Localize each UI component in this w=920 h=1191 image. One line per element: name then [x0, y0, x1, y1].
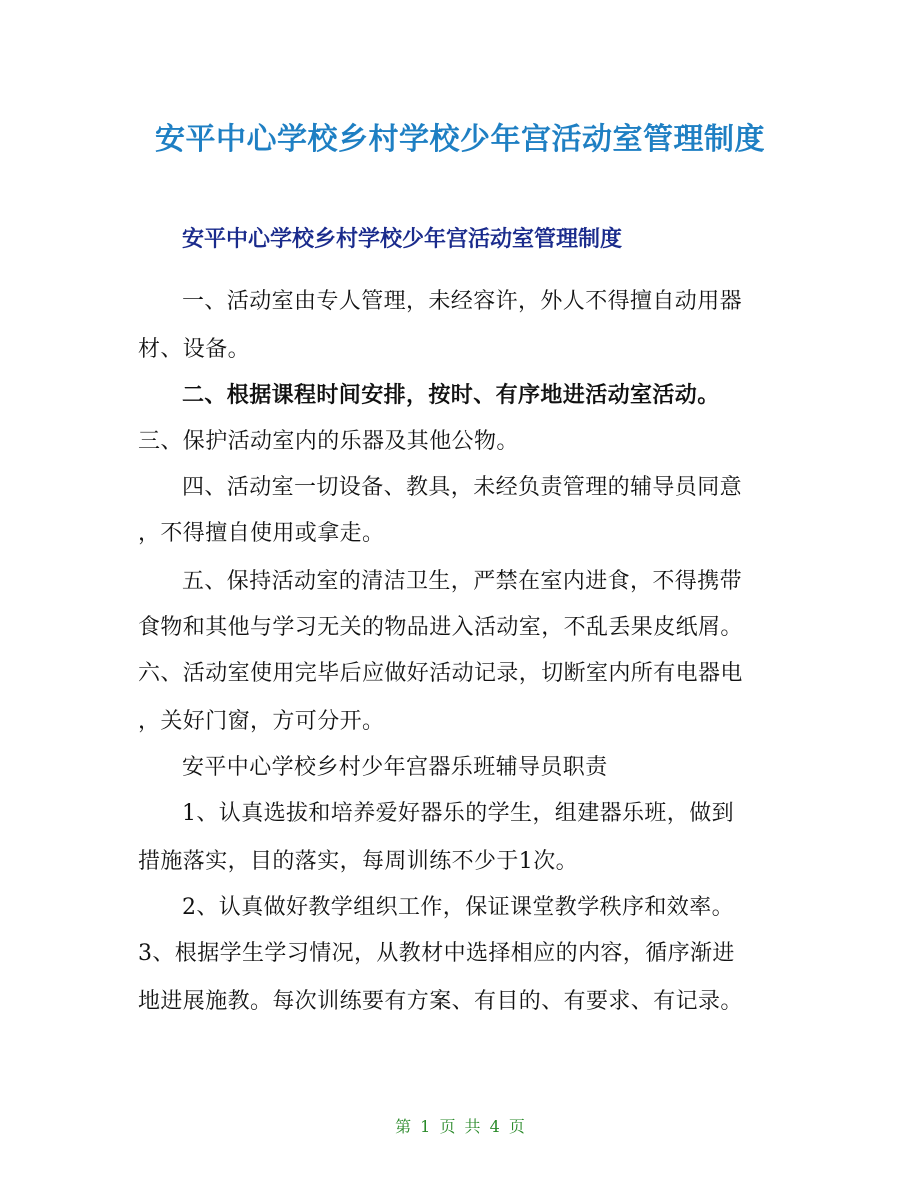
- duty-3-line-1: 3、根据学生学习情况，从教材中选择相应的内容，循序渐进: [138, 941, 735, 966]
- rule-1-line-1: 一、活动室由专人管理，未经容许，外人不得擅自动用器: [182, 289, 743, 314]
- rule-5-line-2: 食物和其他与学习无关的物品进入活动室，不乱丢果皮纸屑。: [138, 615, 743, 640]
- rule-4-line-2: ，不得擅自使用或拿走。: [138, 521, 385, 546]
- duty-3-line-2: 地进展施教。每次训练要有方案、有目的、有要求、有记录。: [138, 989, 743, 1014]
- section-heading-duties: 安平中心学校乡村少年宫器乐班辅导员职责: [182, 755, 608, 780]
- document-subtitle: 安平中心学校乡村学校少年宫活动室管理制度: [182, 227, 623, 252]
- duty-1-line-1: 1、认真选拔和培养爱好器乐的学生，组建器乐班，做到: [182, 801, 734, 826]
- rule-5-line-1: 五、保持活动室的清洁卫生，严禁在室内进食，不得携带: [182, 569, 743, 594]
- rule-2-line: 二、根据课程时间安排，按时、有序地进活动室活动。: [182, 383, 720, 408]
- duty-2-line: 2、认真做好教学组织工作，保证课堂教学秩序和效率。: [182, 895, 734, 920]
- rule-6-line-1: 六、活动室使用完毕后应做好活动记录，切断室内所有电器电: [138, 661, 743, 686]
- rule-1-line-2: 材、设备。: [138, 337, 251, 362]
- rule-4-line-1: 四、活动室一切设备、教具，未经负责管理的辅导员同意: [182, 475, 743, 500]
- document-title: 安平中心学校乡村学校少年宫活动室管理制度: [155, 122, 765, 157]
- rule-3-line: 三、保护活动室内的乐器及其他公物。: [138, 429, 519, 454]
- duty-1-line-2: 措施落实，目的落实，每周训练不少于1次。: [138, 849, 578, 874]
- rule-6-line-2: ，关好门窗，方可分开。: [138, 709, 385, 734]
- page-number-footer: 第 1 页 共 4 页: [395, 1117, 525, 1136]
